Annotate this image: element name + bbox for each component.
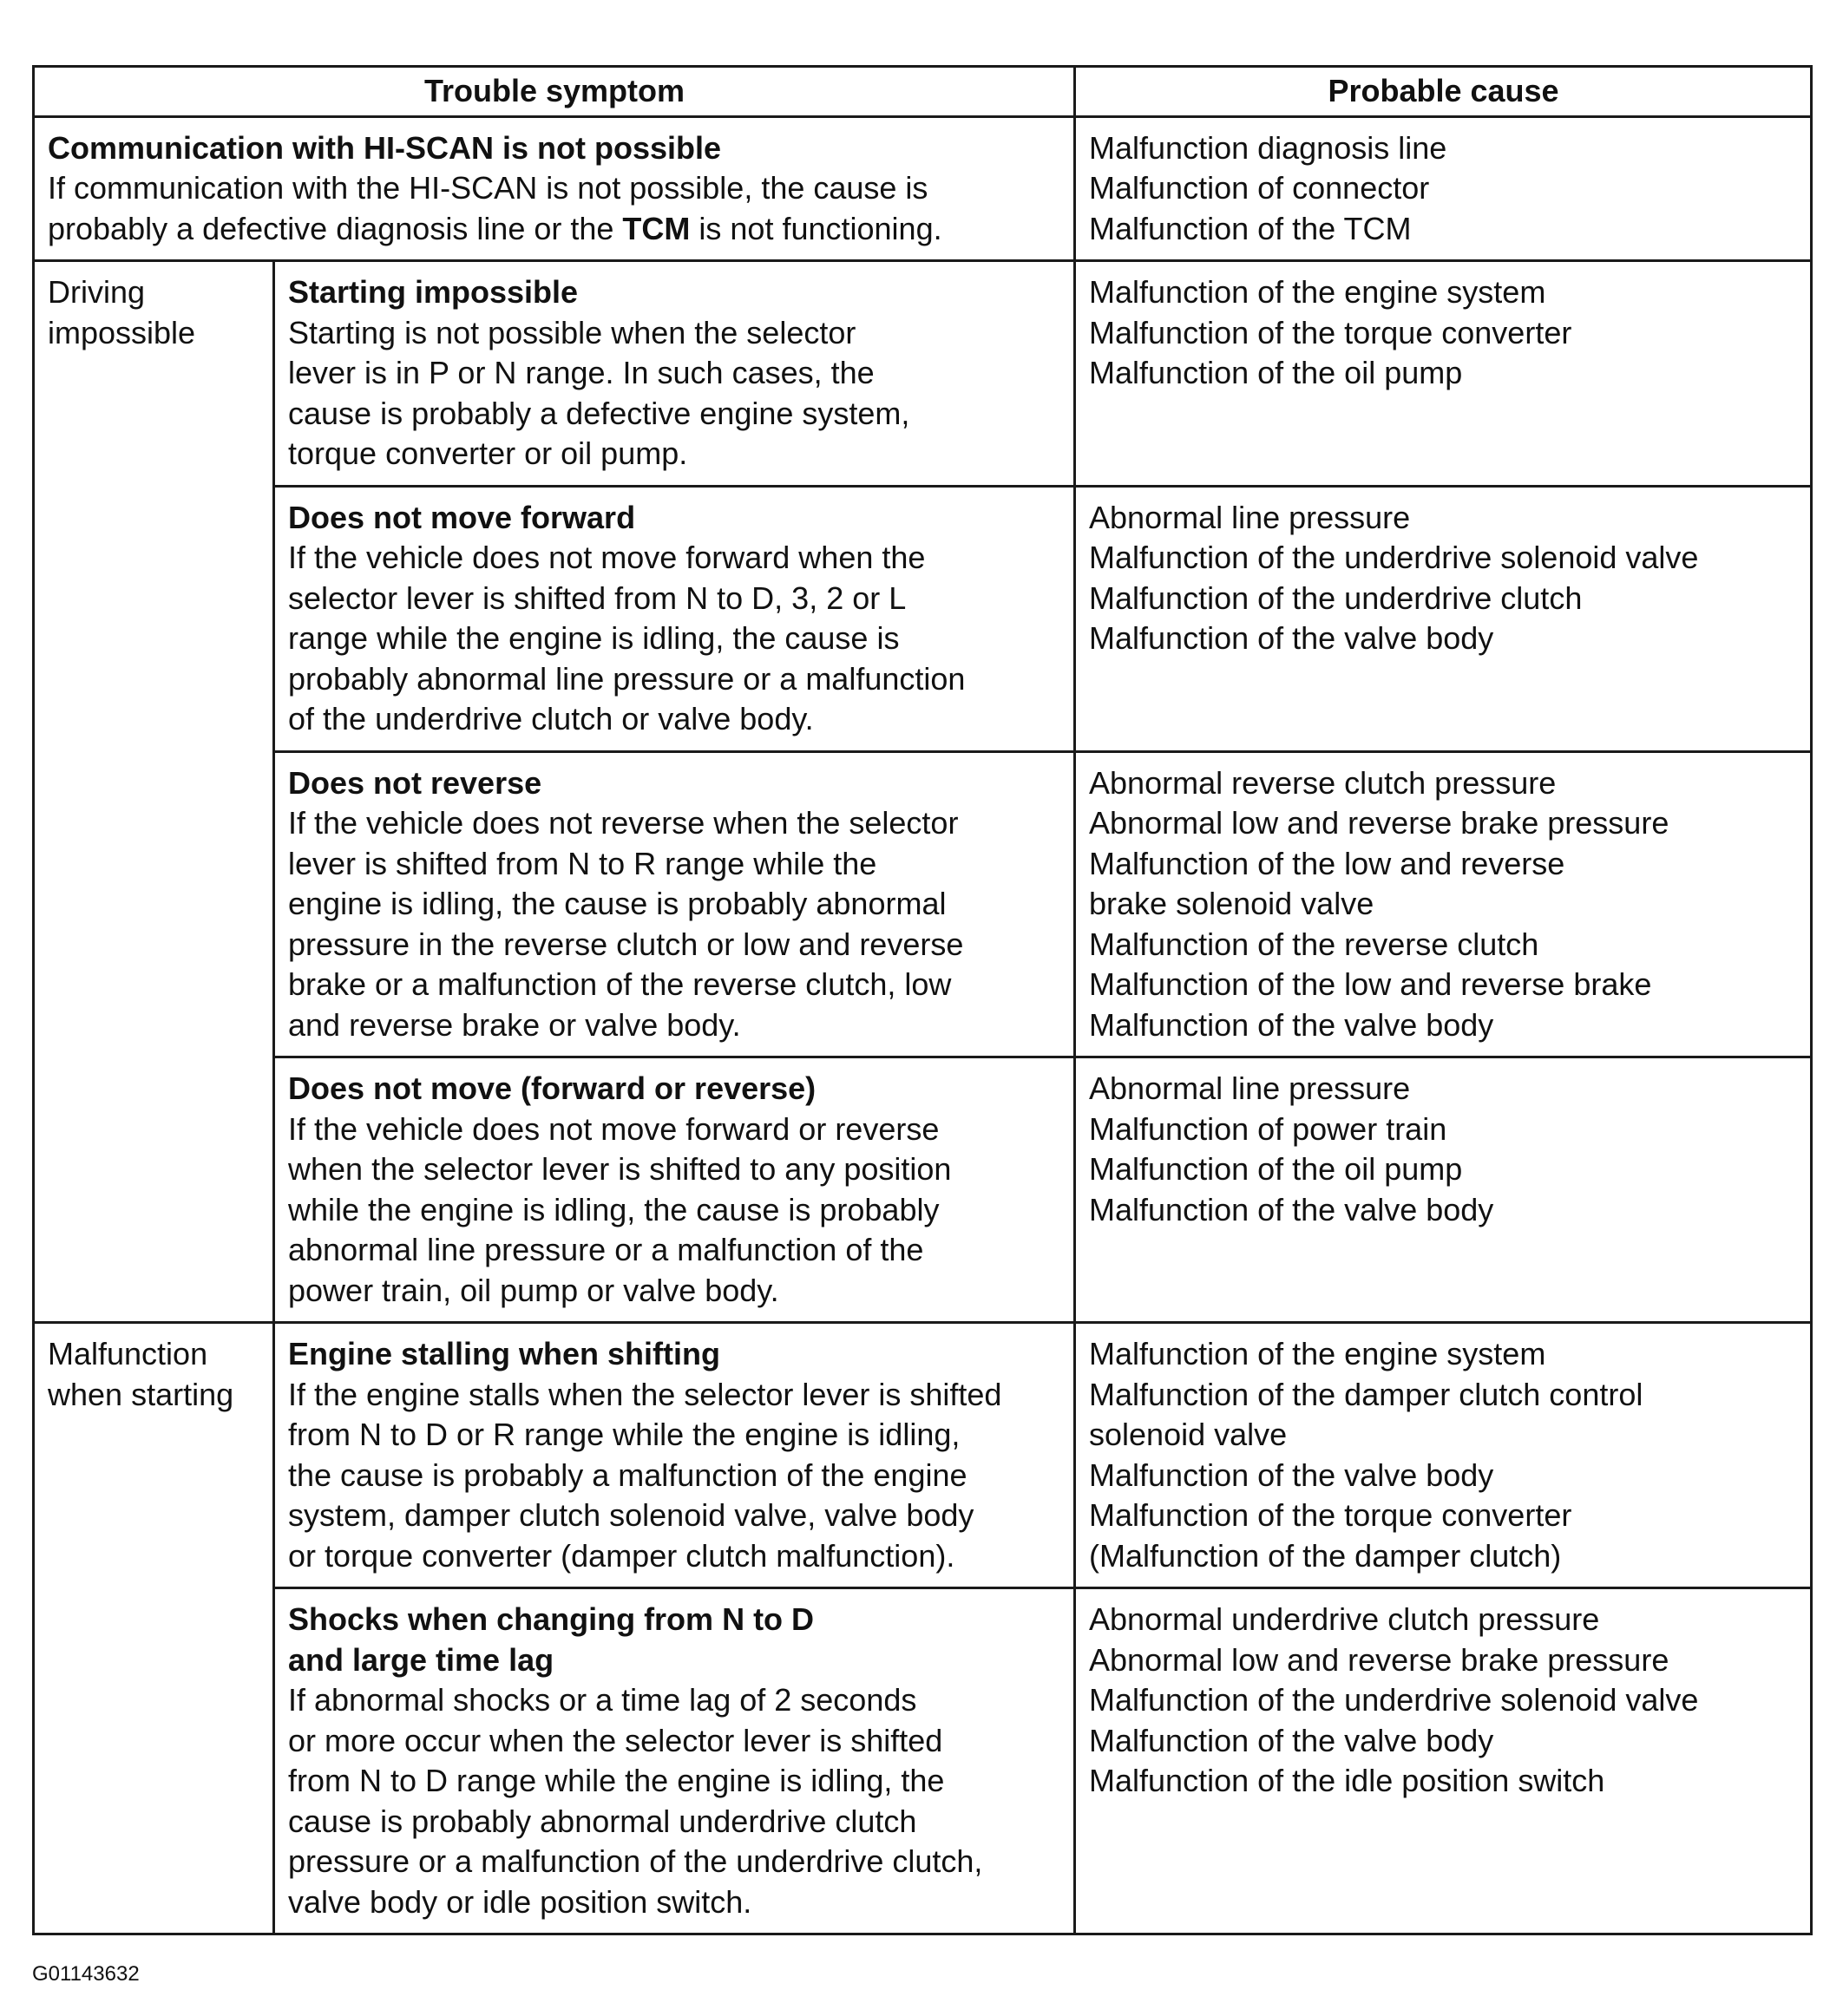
communication-desc-tail: is not functioning.: [690, 210, 942, 246]
symptom-desc-line: If the vehicle does not move forward or reverse: [288, 1110, 940, 1147]
symptom-cell: [274, 1057, 1075, 1323]
category-label: impossible: [48, 314, 196, 350]
communication-row: [34, 116, 1812, 261]
symptom-desc-line: from N to D or R range while the engine is idling,: [288, 1417, 961, 1452]
category-label: when starting: [48, 1376, 234, 1412]
symptom-title: Does not reverse: [288, 764, 542, 801]
cause-line: Malfunction of the valve body: [1089, 620, 1494, 656]
category-cell: [34, 261, 274, 1323]
cause-line: Malfunction of the engine system: [1089, 274, 1546, 310]
cause-cell: [1075, 486, 1812, 751]
cause-line: Malfunction of the damper clutch control: [1089, 1376, 1643, 1412]
symptom-title: and large time lag: [288, 1641, 554, 1678]
symptom-cell: [274, 486, 1075, 751]
symptom-desc-line: If the vehicle does not move forward when the: [288, 540, 926, 575]
cause-line: Malfunction of the underdrive clutch: [1089, 579, 1583, 616]
table-row: [34, 751, 1812, 1057]
figure-code: G01143632: [32, 1962, 140, 1986]
cause-line: Abnormal low and reverse brake pressure: [1089, 1641, 1669, 1678]
symptom-desc-line: and reverse brake or valve body.: [288, 1006, 741, 1043]
cause-line: Abnormal line pressure: [1089, 1070, 1411, 1106]
cause-line: solenoid valve: [1089, 1417, 1288, 1452]
communication-desc-line: [48, 209, 1061, 250]
symptom-desc-line: probably abnormal line pressure or a malfunction: [288, 660, 966, 697]
cause-line: Malfunction of connector: [1089, 170, 1430, 206]
communication-cause-cell: [1075, 116, 1812, 261]
symptom-desc-line: of the underdrive clutch or valve body.: [288, 701, 814, 736]
symptom-cell: [274, 751, 1075, 1057]
symptom-desc-line: power train, oil pump or valve body.: [288, 1272, 779, 1308]
symptom-desc-line: torque converter or oil pump.: [288, 435, 688, 471]
table-body: [34, 116, 1812, 1934]
symptom-desc-line: selector lever is shifted from N to D, 3, 2 or L: [288, 579, 907, 616]
trouble-symptom-header: Trouble symptom: [34, 67, 1075, 117]
table-row: [34, 486, 1812, 751]
symptom-desc-line: If the engine stalls when the selector lever is shifted: [288, 1376, 1002, 1412]
table-header-row: [34, 67, 1812, 117]
cause-line: Malfunction of the reverse clutch: [1089, 926, 1539, 962]
symptom-title: Does not move (forward or reverse): [288, 1070, 817, 1106]
symptom-title: Shocks when changing from N to D: [288, 1601, 815, 1637]
symptom-desc-line: lever is in P or N range. In such cases, the: [288, 355, 875, 390]
cause-line: Malfunction of the engine system: [1089, 1336, 1546, 1371]
cause-line: (Malfunction of the damper clutch): [1089, 1537, 1562, 1574]
symptom-cell: [274, 1588, 1075, 1934]
cause-cell: [1075, 1588, 1812, 1934]
category-label: Malfunction: [48, 1336, 208, 1371]
symptom-desc-line: system, damper clutch solenoid valve, valve body: [288, 1497, 974, 1533]
symptom-title: Engine stalling when shifting: [288, 1336, 721, 1371]
symptom-desc-line: brake or a malfunction of the reverse clutch, low: [288, 966, 952, 1002]
cause-line: Malfunction of the valve body: [1089, 1191, 1494, 1227]
cause-line: Malfunction of the low and reverse brake: [1089, 966, 1652, 1002]
symptom-desc-line: valve body or idle position switch.: [288, 1883, 752, 1920]
symptom-desc-line: the cause is probably a malfunction of the engine: [288, 1456, 967, 1493]
symptom-cell: [274, 261, 1075, 487]
cause-line: Abnormal underdrive clutch pressure: [1089, 1601, 1600, 1637]
symptom-desc-line: lever is shifted from N to R range while the: [288, 845, 877, 881]
table-row: [34, 1323, 1812, 1588]
cause-line: Malfunction of the oil pump: [1089, 1151, 1463, 1187]
cause-line: Malfunction of the underdrive solenoid valve: [1089, 1682, 1699, 1718]
cause-cell: [1075, 751, 1812, 1057]
cause-line: Abnormal low and reverse brake pressure: [1089, 805, 1669, 841]
cause-line: Malfunction of the torque converter: [1089, 314, 1572, 350]
symptom-desc-line: cause is probably abnormal underdrive clutch: [288, 1803, 917, 1839]
category-cell: [34, 1323, 274, 1934]
cause-line: Malfunction of the torque converter: [1089, 1497, 1572, 1533]
cause-cell: [1075, 261, 1812, 487]
symptom-desc-line: abnormal line pressure or a malfunction of the: [288, 1232, 924, 1267]
symptom-title: Starting impossible: [288, 274, 579, 310]
cause-line: brake solenoid valve: [1089, 886, 1374, 921]
symptom-desc-line: pressure in the reverse clutch or low and reverse: [288, 926, 964, 962]
cause-cell: [1075, 1057, 1812, 1323]
symptom-desc-line: If abnormal shocks or a time lag of 2 seconds: [288, 1682, 917, 1718]
symptom-desc-line: cause is probably a defective engine system,: [288, 395, 910, 431]
cause-line: Malfunction diagnosis line: [1089, 129, 1447, 166]
cause-line: Malfunction of the low and reverse: [1089, 845, 1565, 881]
table-row: [34, 1588, 1812, 1934]
table-row: [34, 1057, 1812, 1323]
cause-line: Malfunction of the valve body: [1089, 1722, 1494, 1758]
cause-line: Abnormal line pressure: [1089, 499, 1411, 535]
table-row: [34, 261, 1812, 487]
symptom-desc-line: range while the engine is idling, the cause is: [288, 620, 900, 656]
communication-desc-text: probably a defective diagnosis line or the: [48, 210, 623, 246]
symptom-desc-line: or torque converter (damper clutch malfunction).: [288, 1537, 955, 1574]
symptom-desc-line: while the engine is idling, the cause is probably: [288, 1191, 940, 1227]
symptom-desc-line: from N to D range while the engine is idling, the: [288, 1763, 945, 1798]
cause-line: Malfunction of the valve body: [1089, 1006, 1494, 1043]
communication-title: Communication with HI-SCAN is not possible: [48, 129, 722, 166]
cause-line: Malfunction of the idle position switch: [1089, 1763, 1605, 1798]
symptom-cell: [274, 1323, 1075, 1588]
category-label: Driving: [48, 274, 146, 310]
symptom-title: Does not move forward: [288, 499, 636, 535]
symptom-desc-line: engine is idling, the cause is probably abnormal: [288, 886, 947, 921]
cause-line: Abnormal reverse clutch pressure: [1089, 764, 1557, 801]
symptom-desc-line: or more occur when the selector lever is shifted: [288, 1722, 943, 1758]
probable-cause-header: Probable cause: [1075, 67, 1812, 117]
symptom-desc-line: Starting is not possible when the selector: [288, 314, 856, 350]
cause-line: Malfunction of the underdrive solenoid valve: [1089, 540, 1699, 575]
communication-symptom-cell: [34, 116, 1075, 261]
cause-line: Malfunction of the valve body: [1089, 1456, 1494, 1493]
communication-desc-line: If communication with the HI-SCAN is not possible, the cause is: [48, 170, 928, 206]
symptom-desc-line: If the vehicle does not reverse when the selector: [288, 805, 959, 841]
symptom-desc-line: when the selector lever is shifted to any position: [288, 1151, 952, 1187]
cause-line: Malfunction of the TCM: [1089, 210, 1412, 246]
cause-line: Malfunction of the oil pump: [1089, 355, 1463, 390]
cause-line: Malfunction of power train: [1089, 1110, 1447, 1147]
tcm-bold-text: TCM: [622, 210, 691, 246]
symptom-desc-line: pressure or a malfunction of the underdrive clutch,: [288, 1843, 983, 1879]
cause-cell: [1075, 1323, 1812, 1588]
trouble-symptom-table: [32, 65, 1813, 1935]
